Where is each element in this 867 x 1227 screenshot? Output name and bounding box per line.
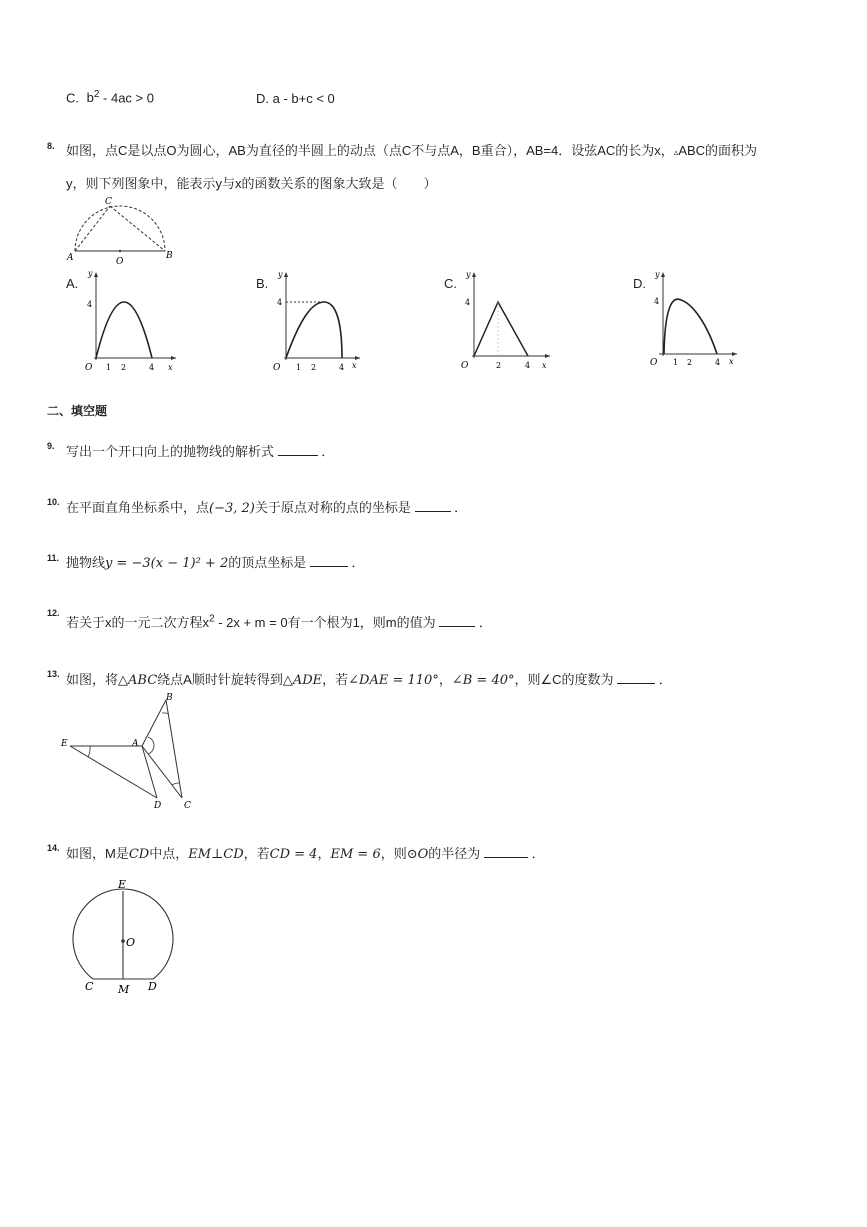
option-d-label: D. <box>256 91 269 106</box>
circle-o: ⊙O <box>406 847 429 862</box>
y-axis-arrow <box>661 272 665 277</box>
tick-1: 1 <box>106 363 112 372</box>
tick-1: 1 <box>673 358 679 367</box>
cd-length: CD = 4 <box>269 847 318 862</box>
option-c-label: C. <box>66 90 79 106</box>
tick-2: 2 <box>687 358 693 367</box>
curve <box>664 299 717 354</box>
option-c-graph-label: C. <box>444 276 457 291</box>
question-14 <box>66 843 545 862</box>
question-11-tail: ． <box>351 555 365 570</box>
segment-bc <box>166 700 182 798</box>
exponent: 2 <box>209 613 215 625</box>
em-length: EM = 6 <box>330 847 381 862</box>
tick-y-4: 4 <box>654 297 660 306</box>
y-label: y <box>466 270 471 279</box>
question-8-text: 如图，点C是以点O为圆心，AB为直径的半圆上的动点（点C不与点A，B重合），AB=4．设弦AC的长为x， <box>66 143 674 158</box>
label-c: C <box>184 801 191 811</box>
y-label: y <box>278 270 283 279</box>
tick-2: 2 <box>311 363 317 372</box>
semicircle-figure <box>60 193 190 268</box>
question-12 <box>66 612 492 631</box>
option-b-label: B. <box>256 276 269 291</box>
answer-blank[interactable] <box>278 443 318 456</box>
y-label: y <box>655 270 660 279</box>
tick-4: 4 <box>339 363 345 372</box>
equation-text: - 2x + m = 0 <box>214 615 288 630</box>
label-d: D <box>148 980 157 993</box>
question-14-text-5: 的半径为 <box>428 846 481 861</box>
question-13-text: 如图，将 <box>66 672 119 687</box>
option-d-graph-label: D. <box>633 276 646 291</box>
question-10-tail: ． <box>454 500 468 515</box>
x-label: x <box>352 361 357 370</box>
label-a: A <box>67 253 74 263</box>
chord-bc <box>110 206 165 251</box>
question-14-tail: ． <box>531 846 545 861</box>
question-number: 13. <box>47 669 60 679</box>
label-e: E <box>61 739 68 749</box>
question-12-text-2: 有一个根为1，则m的值为 <box>287 615 436 630</box>
tick-y-4: 4 <box>277 298 283 307</box>
question-10-text-2: 关于原点对称的点的坐标是 <box>254 500 411 515</box>
label-b: B <box>166 693 173 703</box>
x-axis-arrow <box>355 356 360 360</box>
question-9-tail: ． <box>321 444 335 459</box>
option-b-graph <box>270 264 370 374</box>
center-point <box>119 250 121 252</box>
tick-4: 4 <box>149 363 155 372</box>
question-14-text-2: 中点， <box>149 846 189 861</box>
triangle-symbol: ▵ <box>673 147 679 157</box>
tick-y-4: 4 <box>87 300 93 309</box>
angle-mark-c <box>172 783 179 785</box>
tick-4: 4 <box>715 358 721 367</box>
origin-label: O <box>461 361 469 371</box>
label-m: M <box>118 983 130 996</box>
answer-blank[interactable] <box>617 671 655 684</box>
y-axis-arrow <box>94 272 98 277</box>
circle-figure <box>60 872 190 1000</box>
point-coordinates: (−3, 2) <box>209 501 255 516</box>
tick-y-4: 4 <box>465 298 471 307</box>
rotation-figure <box>60 688 200 812</box>
angle-b: ∠B = 40° <box>451 673 515 688</box>
tick-1: 1 <box>296 363 302 372</box>
question-11 <box>66 552 365 571</box>
label-o: O <box>116 257 124 267</box>
question-14-text-4: ，则 <box>380 846 407 861</box>
origin-label: O <box>650 358 658 368</box>
tick-2: 2 <box>496 361 502 370</box>
triangle-abc: △ABC <box>118 673 158 688</box>
curve <box>96 302 152 358</box>
y-label: y <box>88 269 93 278</box>
section-title: 二、填空题 <box>47 404 108 418</box>
x-axis-arrow <box>171 356 176 360</box>
label-e: E <box>118 878 127 891</box>
question-9-text: 写出一个开口向上的抛物线的解析式 <box>66 444 275 459</box>
label-a: A <box>132 739 139 749</box>
separator: ， <box>438 672 452 687</box>
center-dot <box>121 939 125 943</box>
x-label: x <box>729 357 734 366</box>
question-8-line2: y，则下列图象中，能表示y与x的函数关系的图象大致是（ ） <box>66 176 437 191</box>
label-o: O <box>126 936 136 949</box>
x-axis-arrow <box>732 352 737 356</box>
question-number: 12. <box>47 608 60 618</box>
x-label: x <box>542 361 547 370</box>
perpendicular-condition: EM⊥CD <box>188 847 244 862</box>
question-8-text-tail: ABC的面积为 <box>678 143 758 158</box>
question-10 <box>66 497 467 516</box>
question-number: 10. <box>47 497 60 507</box>
semicircle-arc <box>75 206 165 251</box>
y-axis-arrow <box>472 272 476 277</box>
answer-blank[interactable] <box>484 845 528 858</box>
option-c-exponent: 2 <box>93 89 100 100</box>
segment-ab <box>142 700 166 746</box>
label-d: D <box>154 801 162 811</box>
option-d-graph <box>645 264 745 374</box>
option-c-base: b <box>86 90 94 106</box>
separator: ， <box>317 846 331 861</box>
segment-cd: CD <box>128 847 150 862</box>
triangle-ade: △ADE <box>282 673 323 688</box>
x-axis-arrow <box>545 354 550 358</box>
angle-dae: ∠DAE = 110° <box>348 673 439 688</box>
triangle-curve <box>474 302 528 356</box>
question-number: 8. <box>47 141 55 151</box>
option-d <box>256 91 335 106</box>
curve <box>286 302 342 358</box>
answer-blank[interactable] <box>415 499 451 512</box>
question-13-text-2: 绕点A顺时针旋转得到 <box>157 672 283 687</box>
x-label: x <box>168 363 173 372</box>
question-14-text: 如图，M是 <box>66 846 129 861</box>
question-11-text-2: 的顶点坐标是 <box>228 555 307 570</box>
option-a-graph <box>80 266 180 374</box>
origin-label: O <box>273 363 281 373</box>
question-8-line1 <box>66 140 757 159</box>
parabola-formula: y = −3(x − 1)² + 2 <box>105 556 229 571</box>
option-c <box>66 89 154 105</box>
tick-2: 2 <box>121 363 127 372</box>
question-number: 14. <box>47 843 60 853</box>
origin-label: O <box>85 363 93 373</box>
chord-ac <box>75 206 110 251</box>
question-number: 9. <box>47 441 55 451</box>
question-9 <box>66 441 334 460</box>
question-14-text-3: ，若 <box>243 846 270 861</box>
question-13-text-3: ，若 <box>322 672 349 687</box>
y-axis-arrow <box>284 272 288 277</box>
angle-mark-e <box>88 746 90 757</box>
question-13 <box>66 669 672 688</box>
label-b: B <box>166 251 173 261</box>
option-a-label: A. <box>66 276 79 291</box>
question-10-text: 在平面直角坐标系中，点 <box>66 500 210 515</box>
question-number: 11. <box>47 553 60 563</box>
question-11-text: 抛物线 <box>66 555 106 570</box>
option-d-text: a - b+c < 0 <box>272 91 335 106</box>
question-13-text-4: ，则∠C的度数为 <box>514 672 614 687</box>
question-12-text: 若关于x的一元二次方程x <box>66 615 210 630</box>
option-c-graph <box>458 264 558 374</box>
question-13-tail: ． <box>658 672 672 687</box>
label-c: C <box>105 197 112 207</box>
answer-blank[interactable] <box>439 614 475 627</box>
label-c: C <box>85 980 94 993</box>
question-12-tail: ． <box>478 615 492 630</box>
angle-mark-a <box>148 737 154 754</box>
answer-blank[interactable] <box>310 554 348 567</box>
option-c-text: - 4ac > 0 <box>99 90 154 106</box>
tick-4: 4 <box>525 361 531 370</box>
